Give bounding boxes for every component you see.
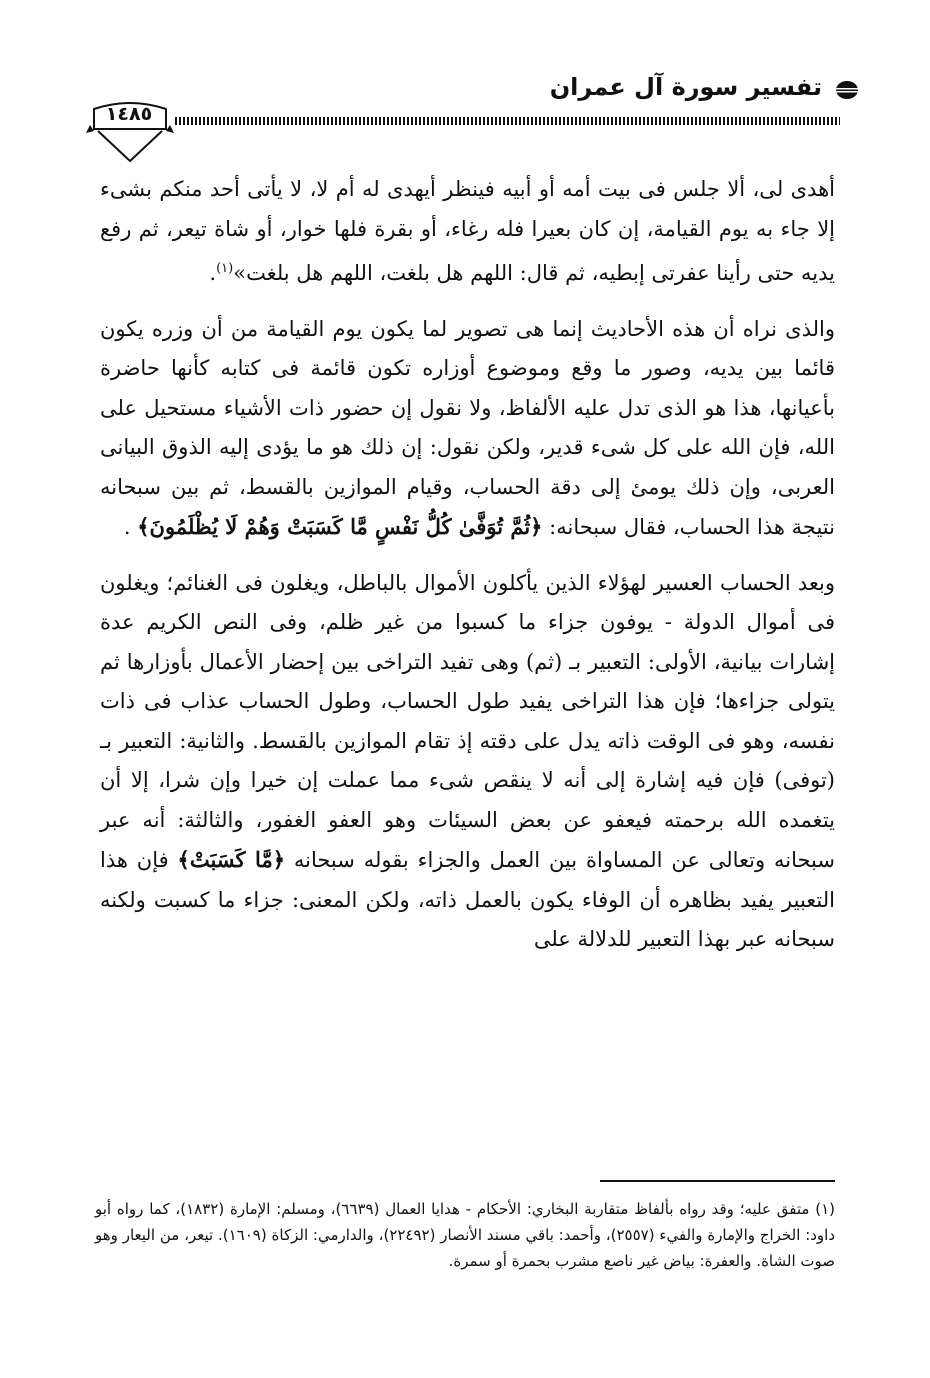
paragraph [100, 170, 835, 294]
paragraph-text: وبعد الحساب العسير لهؤلاء الذين يأكلون الأموال بالباطل، ويغلون فى الغنائم؛ ويغلون فى أموال الدولة - يوفون جزاء ما كسبوا من غير ظلم، وفى النص الكريم عدة إشارات بيانية، الأولى: التعبير بـ (ثم) وهى تفيد التراخى بين إحضار الأعمال بأوزارها ثم يتولى جزاءها؛ فإن هذا التراخى يفيد طول الحساب، وطول الحساب عذاب فى ذات نفسه، وهو فى الوقت ذاته يدل على دقته إذ تقام الموازين بالقسط. والثانية: التعبير بـ (توفى) فإن فيه إشارة إلى أنه لا ينقص شىء مما عملت إن خيرا وإن شرا، إلا أن يتغمده الله برحمته فيعفو عن بعض السيئات وهو العفو الغفور، والثالثة: أنه عبر سبحانه وتعالى عن المساواة بين العمل والجزاء بقوله سبحانه [100, 570, 835, 872]
footnote-rule [600, 1180, 835, 1182]
paragraph-text: أهدى لى، ألا جلس فى بيت أمه أو أبيه فينظر أيهدى له أم لا، لا يأتى أحد منكم بشىء إلا جاء به يوم القيامة، إن كان بعيرا فله رغاء، أو بقرة فلها خوار، أو شاة تيعر، ثم رفع يديه حتى رأينا عفرتى إبطيه، ثم قال: اللهم هل بلغت، اللهم هل بلغت» [100, 177, 835, 285]
punctuation: . [123, 515, 131, 539]
main-text [100, 170, 835, 960]
paragraph-text: والذى نراه أن هذه الأحاديث إنما هى تصوير لما يكون يوم القيامة من أن وزره يكون قائما بين يديه، وصور ما وقع وموضوع أوزاره تكون قائمة فى كتابه كأنها حاضرة بأعيانها، هذا هو الذى تدل عليه الألفاظ، ولا نقول إن حضور ذات الأشياء مستحيل على الله، فإن الله على كل شىء قدير، ولكن نقول: إن ذلك هو ما يؤدى إليه الذوق البيانى العربى، وإن ذلك يومئ إلى دقة الحساب، وقيام الموازين بالقسط، ثم بين سبحانه نتيجة هذا الحساب، فقال سبحانه: [100, 316, 835, 539]
footnote-text: (١) متفق عليه؛ وقد رواه بألفاظ متقاربة البخاري: الأحكام - هدايا العمال (٦٦٣٩)، ومسلم: الإمارة (١٨٣٢)، كما رواه أبو داود: الخراج والإمارة والفيء (٢٥٥٧)، وأحمد: باقي مسند الأنصار (٢٢٤٩٢)، والدارمي: الزكاة (١٦٠٩). تيعر، من اليعار وهو صوت الشاة. والعفرة: بياض غير ناصع مشرب بحمرة أو سمرة. [95, 1200, 836, 1270]
page-number: ١٤٨٥ [105, 103, 153, 125]
punctuation: . [209, 261, 217, 285]
ornament-icon [834, 79, 860, 101]
page-header [80, 55, 860, 175]
paragraph-text: فإن هذا التعبير يفيد بظاهره أن الوفاء يكون بالعمل ذاته، ولكن المعنى: جزاء ما كسبت ولكنه سبحانه عبر بهذا التعبير للدلالة على [100, 848, 835, 951]
footnote-marker: (١) [216, 261, 234, 276]
paragraph [100, 310, 835, 548]
footnote [95, 1196, 835, 1274]
page-number-badge [80, 95, 180, 165]
header-rule [175, 117, 840, 125]
quran-verse: ﴿مَّا كَسَبَتْ﴾ [177, 847, 285, 872]
quran-verse: ﴿ثُمَّ تُوَفَّىٰ كُلُّ نَفْسٍ مَّا كَسَبَتْ وَهُمْ لَا يُظْلَمُونَ﴾ [137, 514, 543, 539]
book-title: تفسير سورة آل عمران [549, 73, 822, 101]
paragraph [100, 564, 835, 960]
